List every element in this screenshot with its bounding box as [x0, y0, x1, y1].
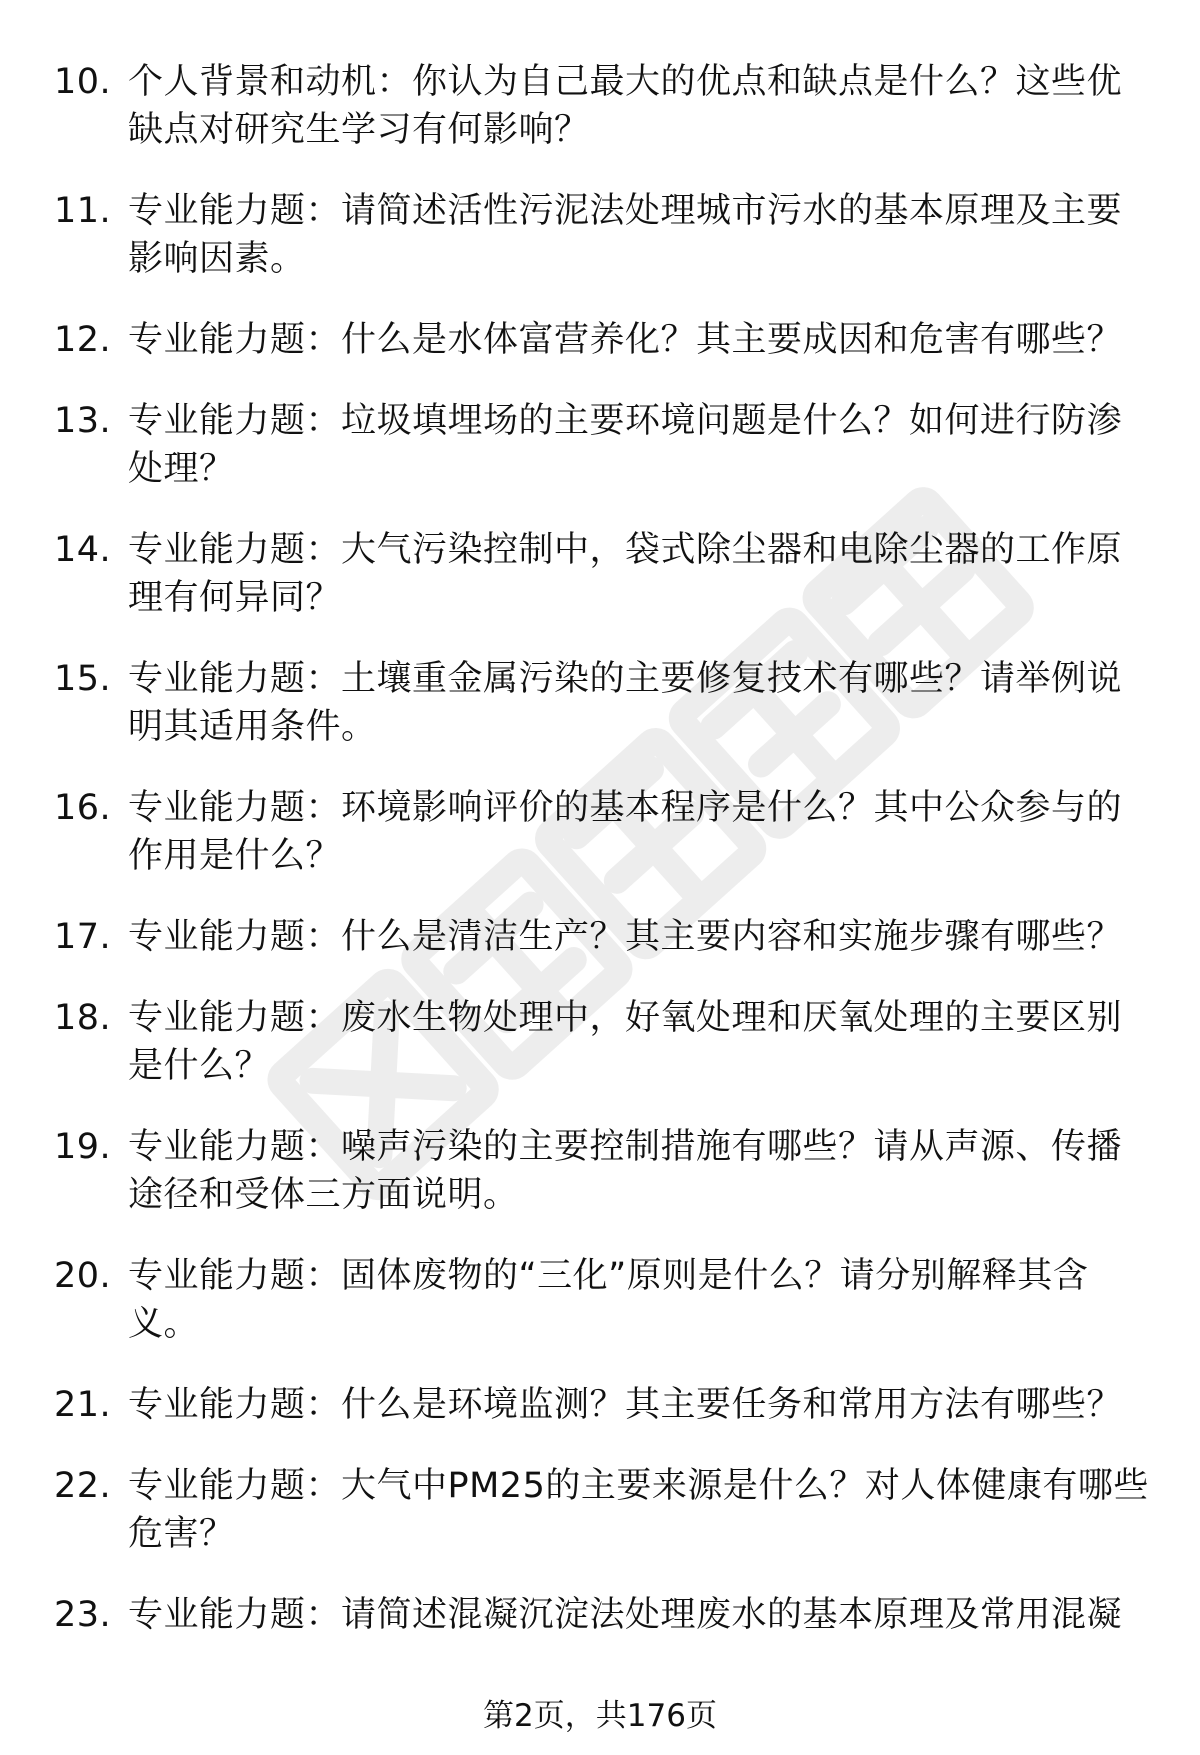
question-text: 专业能力题：环境影响评价的基本程序是什么？其中公众参与的作用是什么？ — [128, 788, 1123, 876]
question-text: 专业能力题：请简述混凝沉淀法处理废水的基本原理及常用混凝 — [128, 1595, 1123, 1635]
question-text: 专业能力题：大气污染控制中，袋式除尘器和电除尘器的工作原理有何异同？ — [128, 530, 1123, 618]
page-footer — [0, 1696, 1200, 1736]
question-item — [0, 58, 1200, 154]
question-number: 21. — [54, 1385, 112, 1425]
question-text: 专业能力题：大气中PM25的主要来源是什么？对人体健康有哪些危害？ — [128, 1466, 1149, 1554]
question-text: 专业能力题：土壤重金属污染的主要修复技术有哪些？请举例说明其适用条件。 — [128, 659, 1123, 747]
question-item — [0, 1462, 1200, 1558]
question-item — [0, 1591, 1200, 1639]
question-number: 10. — [54, 62, 112, 102]
question-number: 14. — [54, 530, 112, 570]
question-number: 20. — [54, 1256, 112, 1296]
question-number: 19. — [54, 1127, 112, 1167]
question-item — [0, 526, 1200, 622]
question-number: 12. — [54, 320, 112, 360]
question-list — [0, 58, 1200, 1672]
question-number: 13. — [54, 401, 112, 441]
question-text: 专业能力题：什么是环境监测？其主要任务和常用方法有哪些？ — [128, 1385, 1123, 1425]
question-number: 17. — [54, 917, 112, 957]
question-text: 个人背景和动机：你认为自己最大的优点和缺点是什么？这些优缺点对研究生学习有何影响？ — [128, 62, 1123, 150]
page-number-label: 第2页，共176页 — [483, 1698, 717, 1734]
question-item — [0, 397, 1200, 493]
question-text: 专业能力题：噪声污染的主要控制措施有哪些？请从声源、传播途径和受体三方面说明。 — [128, 1127, 1123, 1215]
question-number: 15. — [54, 659, 112, 699]
question-item — [0, 316, 1200, 364]
question-text: 专业能力题：垃圾填埋场的主要环境问题是什么？如何进行防渗处理？ — [128, 401, 1123, 489]
question-number: 18. — [54, 998, 112, 1038]
question-text: 专业能力题：废水生物处理中，好氧处理和厌氧处理的主要区别是什么？ — [128, 998, 1123, 1086]
question-item — [0, 1123, 1200, 1219]
question-item — [0, 187, 1200, 283]
question-text: 专业能力题：什么是水体富营养化？其主要成因和危害有哪些？ — [128, 320, 1123, 360]
question-number: 23. — [54, 1595, 112, 1635]
question-number: 11. — [54, 191, 112, 231]
question-item — [0, 994, 1200, 1090]
question-text: 专业能力题：请简述活性污泥法处理城市污水的基本原理及主要影响因素。 — [128, 191, 1123, 279]
question-number: 22. — [54, 1466, 112, 1506]
question-item — [0, 1252, 1200, 1348]
question-item — [0, 1381, 1200, 1429]
question-item — [0, 655, 1200, 751]
question-text: 专业能力题：什么是清洁生产？其主要内容和实施步骤有哪些？ — [128, 917, 1123, 957]
question-item — [0, 913, 1200, 961]
question-item — [0, 784, 1200, 880]
question-text: 专业能力题：固体废物的“三化”原则是什么？请分别解释其含义。 — [128, 1256, 1089, 1344]
question-number: 16. — [54, 788, 112, 828]
